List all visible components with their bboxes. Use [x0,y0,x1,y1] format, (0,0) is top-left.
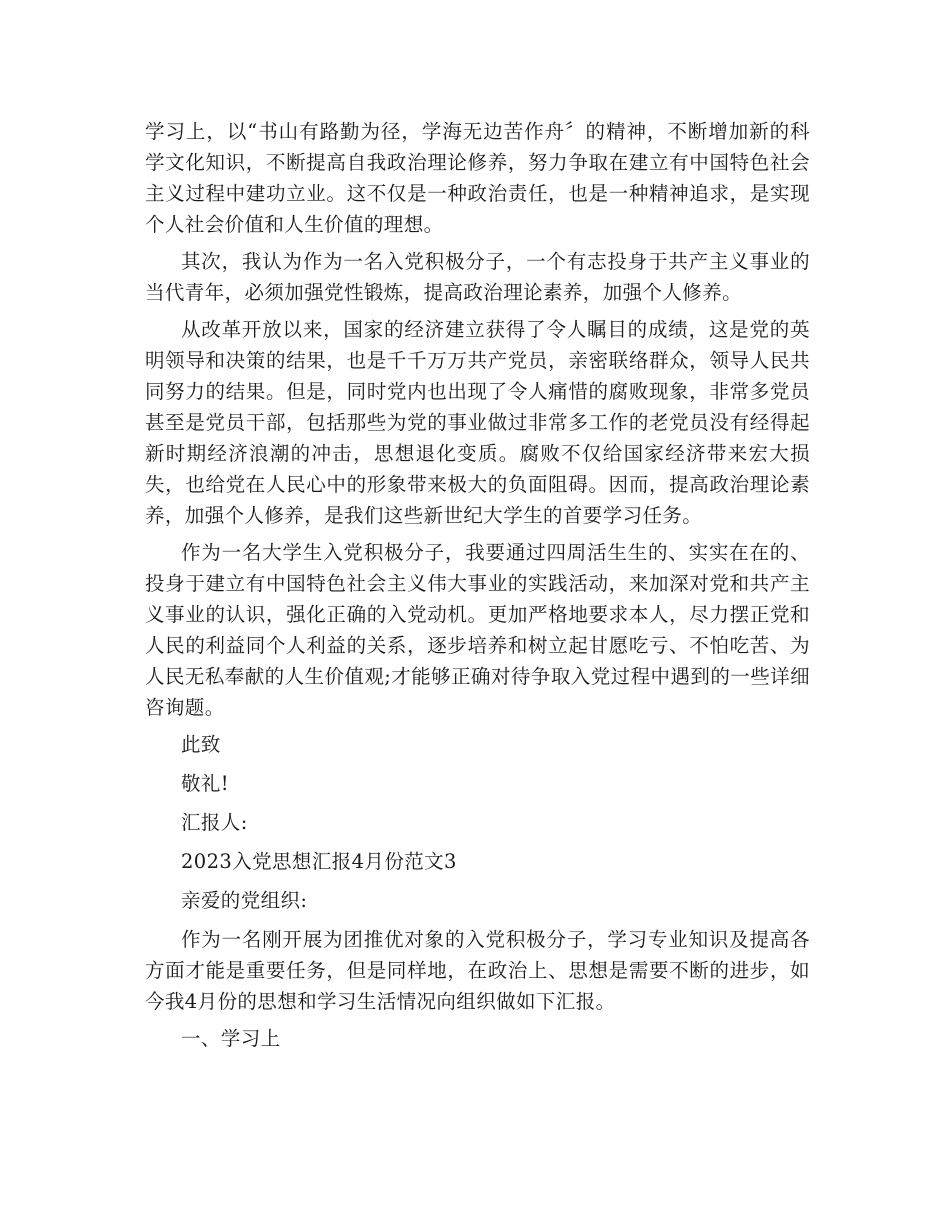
document-body [145,116,810,1062]
closing-regards: 敬礼! [181,772,230,795]
body-paragraph: 其次，我认为作为一名入党积极分子，一个有志投身于共产主义事业的当代青年，必须加强党性锻炼，提高政治理论素养，加强个人修养。 [145,250,810,304]
body-paragraph: 作为一名大学生入党积极分子，我要通过四周活生生的、实实在在的、投身于建立有中国特色社会主义伟大事业的实践活动，来加深对党和共产主义事业的认识，强化正确的入党动机。更加严格地要求本人，尽力摆正党和人民的利益同个人利益的关系，逐步培养和树立起甘愿吃亏、不怕吃苦、为人民无私奉献的人生价值观;才能够正确对待争取入党过程中遇到的一些详细咨询题。 [145,541,810,719]
section-title: 2023入党思想汇报4月份范文3 [181,850,457,873]
letter-greeting: 亲爱的党组织: [181,889,308,912]
subsection-heading: 一、学习上 [181,1027,281,1050]
body-paragraph: 作为一名刚开展为团推优对象的入党积极分子，学习专业知识及提高各方面才能是重要任务，但是同样地，在政治上、思想是需要不断的进步，如今我4月份的思想和学习生活情况向组织做如下汇报。 [145,928,810,1013]
reporter-label: 汇报人: [181,811,248,834]
body-paragraph: 从改革开放以来，国家的经济建立获得了令人瞩目的成绩，这是党的英明领导和决策的结果，也是千千万万共产党员，亲密联络群众，领导人民共同努力的结果。但是，同时党内也出现了令人痛惜的腐败现象，非常多党员甚至是党员干部，包括那些为党的事业做过非常多工作的老党员没有经得起新时期经济浪潮的冲击，思想退化变质。腐败不仅给国家经济带来宏大损失，也给党在人民心中的形象带来极大的负面阻碍。因而，提高政治理论素养，加强个人修养，是我们这些新世纪大学生的首要学习任务。 [145,318,810,527]
closing-salutation: 此致 [181,733,221,756]
body-paragraph-continuation: 学习上，以“书山有路勤为径，学海无边苦作舟〞的精神，不断增加新的科学文化知识，不断提高自我政治理论修养，努力争取在建立有中国特色社会主义过程中建功立业。这不仅是一种政治责任，也是一种精神追求，是实现个人社会价值和人生价值的理想。 [145,120,810,236]
